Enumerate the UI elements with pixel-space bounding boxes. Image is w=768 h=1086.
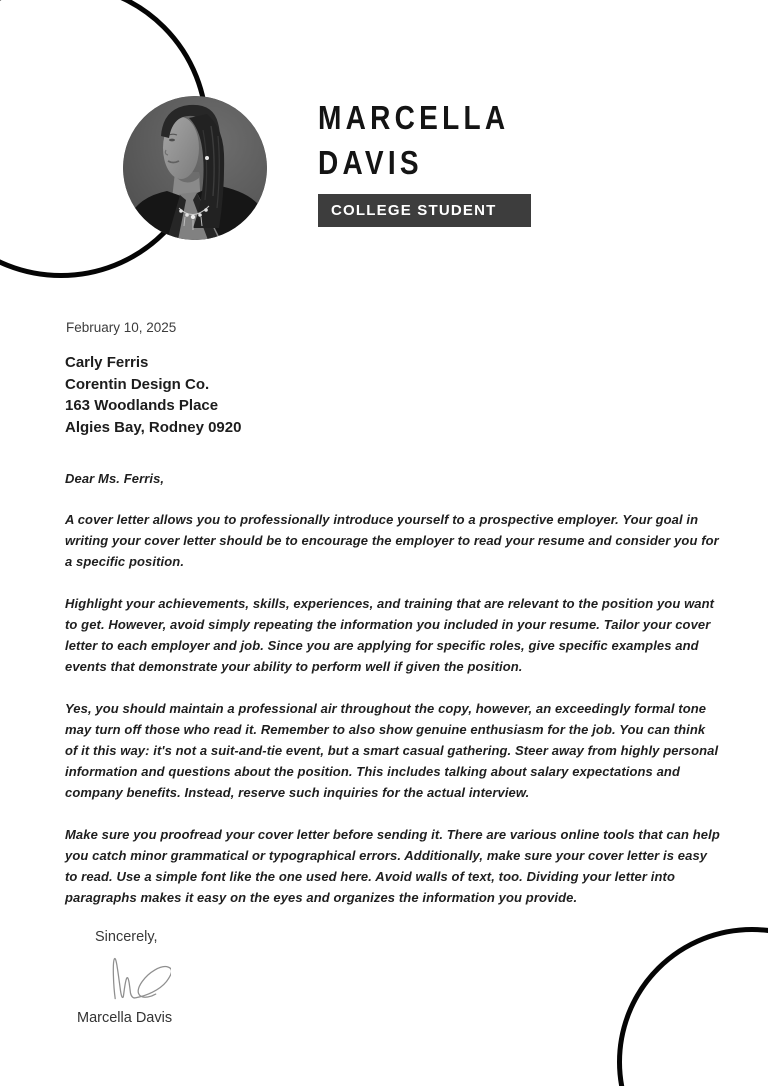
- profile-photo: [123, 96, 267, 240]
- signature-name: Marcella Davis: [77, 1010, 173, 1026]
- body-paragraph-2: Highlight your achievements, skills, experiences, and training that are relevant to the position you want to get. However, avoid simply repeating the information you included in your resume. Tailor your cover letter to each employer and job. Since you are applying for specific roles, give specific examples and events that demonstrate your ability to perform well if given the position.: [65, 596, 715, 674]
- body-paragraph-3: Yes, you should maintain a professional air throughout the copy, however, an exceedingly formal tone may turn off those who read it. Remember to also show genuine enthusiasm for the job. You can think of it this way: it's not a suit-and-tie event, but a smart casual gathering. Steer away from highly personal information and questions about the position. This includes talking about salary expectations and company benefits. Instead, reserve such inquiries for the actual interview.: [65, 701, 719, 800]
- letter-date: February 10, 2025: [66, 320, 177, 335]
- salutation: Dear Ms. Ferris,: [65, 471, 165, 486]
- first-name-title: MARCELLA: [318, 99, 510, 136]
- role-badge: COLLEGE STUDENT: [318, 194, 531, 227]
- recipient-name: Carly Ferris: [65, 354, 149, 371]
- last-name-title: DAVIS: [318, 144, 423, 181]
- recipient-address-line2: Algies Bay, Rodney 0920: [65, 418, 242, 436]
- closing-word: Sincerely,: [95, 929, 158, 945]
- letterhead: [318, 95, 543, 227]
- handwritten-signature: [99, 951, 171, 1003]
- body-paragraph-4: Make sure you proofread your cover letter before sending it. There are various online tools that can help you catch minor grammatical or typographical errors. Additionally, make sure your cover letter is easy to read. Use a simple font like the one used here. Avoid walls of text, too. Dividing your letter into paragraphs makes it easy on the eyes and organizes the information you provide.: [65, 827, 720, 905]
- portrait-illustration: [123, 96, 267, 240]
- body-paragraph-1: A cover letter allows you to professionally introduce yourself to a prospective employer. Your goal in writing your cover letter should be to encourage the employer to read your resume and consider you for a specific position.: [65, 512, 719, 569]
- recipient-address-line1: 163 Woodlands Place: [65, 397, 219, 414]
- recipient-company: Corentin Design Co.: [65, 375, 210, 393]
- letter-content: [65, 320, 720, 1026]
- recipient-address-block: [65, 352, 720, 438]
